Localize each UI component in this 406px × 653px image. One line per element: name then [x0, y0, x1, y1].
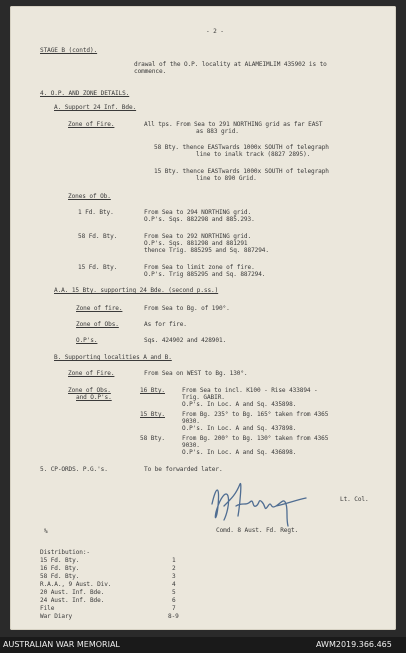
section-heading: 5. CP-ORDS. P.G.'s.	[40, 466, 108, 473]
list-item: War Diary	[40, 613, 73, 620]
field-text: Sqs. 424902 and 428901.	[144, 337, 227, 344]
field-text: O.P's. In Loc. A and Sq. 435898.	[182, 401, 297, 408]
list-item: 20 Aust. Inf. Bde.	[40, 589, 105, 596]
field-text: as 883 grid.	[196, 128, 239, 135]
field-label: Zone of Obs.	[68, 387, 111, 394]
field-text: O.P's. Sqs. 881298 and 881291	[144, 240, 248, 247]
section-subheading: A.A. 15 Bty. supporting 24 Bde. (second p.ss.)	[54, 287, 219, 294]
field-text: From Sea on WEST to Bg. 130°.	[144, 370, 248, 377]
list-item-copy: 7	[172, 605, 176, 612]
battery-label: 58 Fd. Bty.	[78, 233, 118, 240]
field-text: From Sea to Bg. of 190°.	[144, 305, 230, 312]
list-item-copy: 2	[172, 565, 176, 572]
list-item: 24 Aust. Inf. Bde.	[40, 597, 105, 604]
field-text: line to inalk track (8827 2895).	[196, 151, 311, 158]
battery-label: 1 Fd. Bty.	[78, 209, 114, 216]
list-item-copy: 5	[172, 589, 176, 596]
section-subheading: A. Support 24 Inf. Bde.	[54, 104, 137, 111]
list-item-copy: 4	[172, 581, 176, 588]
field-text: From Bg. 200° to Bg. 130° taken from 4365	[182, 435, 329, 442]
list-item: File	[40, 605, 55, 612]
battery-label: 16 Bty.	[140, 387, 165, 394]
field-text: From Sea to limit zone of fire.	[144, 264, 255, 271]
field-text: All tps. From Sea to 291 NORTHING grid as far EAST	[144, 121, 323, 128]
field-label: Zone of Fire.	[68, 370, 115, 377]
list-item-copy: 1	[172, 557, 176, 564]
list-item: 16 Fd. Bty.	[40, 565, 80, 572]
field-label: Zone of Fire.	[68, 121, 115, 128]
field-text: From Bg. 235° to Bg. 165° taken from 4365	[182, 411, 329, 418]
field-label: Zone of fire.	[76, 305, 123, 312]
field-label: O.P's.	[76, 337, 98, 344]
field-text: 9030.	[182, 442, 200, 449]
page-number: - 2 -	[206, 28, 224, 35]
field-text: From Sea to 292 NORTHING grid.	[144, 233, 252, 240]
field-text: As for fire.	[144, 321, 187, 328]
section-subheading: B. Supporting localities A and B.	[54, 354, 172, 361]
document-page	[10, 6, 396, 630]
list-item-copy: 8-9	[168, 613, 179, 620]
field-text: To be forwarded later.	[144, 466, 223, 473]
field-text: 15 Bty. thence EASTwards 1000x SOUTH of telegraph	[154, 168, 329, 175]
field-text: O.P's. Trig 885295 and Sq. 887294.	[144, 271, 266, 278]
field-text: O.P's. In Loc. A and Sq. 436898.	[182, 449, 297, 456]
field-text: 58 Bty. thence EASTwards 1000x SOUTH of telegraph	[154, 144, 329, 151]
field-text: O.P's. Sqs. 882298 and 885.293.	[144, 216, 255, 223]
archive-name: AUSTRALIAN WAR MEMORIAL	[3, 640, 120, 649]
section-heading: 4. O.P. AND ZONE DETAILS.	[40, 90, 130, 97]
field-text: 9030.	[182, 418, 200, 425]
battery-label: 15 Bty.	[140, 411, 165, 418]
handwritten-signature	[206, 476, 316, 531]
file-mark: %	[44, 528, 48, 535]
field-text: From Sea to 294 NORTHING grid.	[144, 209, 252, 216]
battery-label: 15 Fd. Bty.	[78, 264, 118, 271]
list-item: 58 Fd. Bty.	[40, 573, 80, 580]
archive-reference: AWM2019.366.465	[316, 640, 392, 649]
field-label: Zones of Ob.	[68, 193, 111, 200]
archive-footer	[0, 637, 406, 653]
list-item: 15 Fd. Bty.	[40, 557, 80, 564]
stage-text-line: commence.	[134, 68, 167, 75]
field-text: line to 890 Grid.	[196, 175, 257, 182]
distribution-heading: Distribution:-	[40, 549, 90, 556]
stage-heading: STAGE B (contd).	[40, 47, 98, 54]
stage-text-line: drawal of the O.P. locality at ALAMEIMLIM 435902 is to	[134, 61, 327, 68]
list-item: R.A.A., 9 Aust. Div.	[40, 581, 112, 588]
battery-label: 58 Bty.	[140, 435, 165, 442]
field-text: Trig. GABIR.	[182, 394, 225, 401]
field-label: and O.P's.	[76, 394, 112, 401]
list-item-copy: 3	[172, 573, 176, 580]
field-text: O.P's. In Loc. A and Sq. 437898.	[182, 425, 297, 432]
list-item-copy: 6	[172, 597, 176, 604]
field-text: From Sea to incl. K100 - Rise 433894 -	[182, 387, 318, 394]
signatory-appointment: Comd. 8 Aust. Fd. Regt.	[216, 527, 299, 534]
signatory-rank: Lt. Col.	[340, 496, 369, 503]
field-label: Zone of Obs.	[76, 321, 119, 328]
field-text: thence Trig. 885295 and Sq. 887294.	[144, 247, 269, 254]
